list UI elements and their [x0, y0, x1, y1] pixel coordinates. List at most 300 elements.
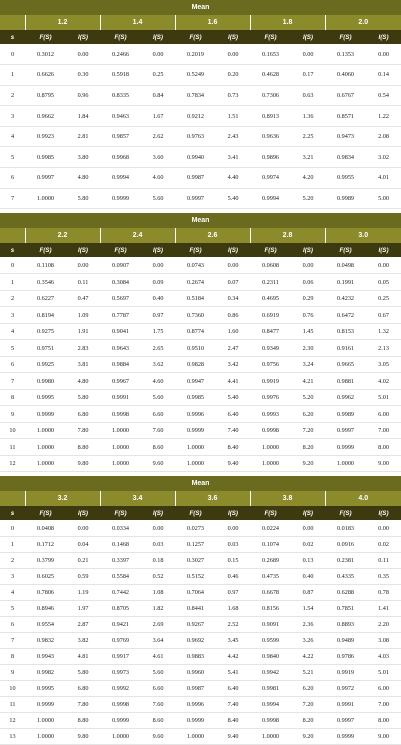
f-value: 0.9643: [100, 340, 141, 357]
s-value: 7: [0, 632, 25, 648]
s-value: 11: [0, 696, 25, 712]
i-value: 9.20: [291, 455, 325, 472]
f-value: 0.8705: [100, 600, 141, 616]
i-value: 7.80: [66, 696, 100, 712]
f-value: 0.8156: [250, 600, 291, 616]
i-value: 7.20: [291, 422, 325, 439]
i-value: 0.34: [216, 290, 250, 307]
f-value: 0.9991: [100, 389, 141, 406]
i-column-header: I(S): [141, 30, 175, 44]
lambda-header: 3.6: [175, 491, 250, 506]
f-value: 0.9968: [100, 147, 141, 168]
f-column-header: F(S): [100, 506, 141, 520]
f-value: 0.9769: [100, 632, 141, 648]
s-value: 0: [0, 257, 25, 274]
f-value: 0.0608: [250, 257, 291, 274]
f-value: 0.9974: [250, 168, 291, 189]
f-value: 0.9996: [175, 696, 216, 712]
s-value: 2: [0, 85, 25, 106]
i-value: 9.20: [291, 728, 325, 744]
f-column-header: F(S): [100, 30, 141, 44]
i-value: 8.00: [366, 439, 401, 456]
f-value: 0.0334: [100, 520, 141, 536]
f-value: 0.9999: [25, 696, 66, 712]
i-value: 5.80: [66, 188, 100, 209]
i-value: 1.97: [66, 600, 100, 616]
i-value: 0.46: [216, 568, 250, 584]
i-value: 0.30: [66, 65, 100, 86]
i-value: 0.05: [366, 274, 401, 291]
f-value: 0.6472: [325, 307, 366, 324]
i-value: 2.30: [291, 340, 325, 357]
f-value: 0.9995: [25, 680, 66, 696]
f-value: 0.9991: [325, 696, 366, 712]
f-value: 0.8477: [250, 323, 291, 340]
s-value: 0: [0, 44, 25, 65]
f-value: 0.9998: [250, 422, 291, 439]
f-value: 0.9980: [25, 373, 66, 390]
f-value: 0.9919: [250, 373, 291, 390]
f-column-header: F(S): [175, 243, 216, 257]
table-block-1: [0, 0, 401, 209]
i-value: 9.00: [366, 728, 401, 744]
table-row: [0, 340, 401, 357]
f-value: 0.4060: [325, 65, 366, 86]
i-value: 9.40: [216, 728, 250, 744]
i-value: 3.42: [216, 356, 250, 373]
f-value: 0.5184: [175, 290, 216, 307]
f-value: 0.9999: [25, 406, 66, 423]
f-value: 0.4695: [250, 290, 291, 307]
f-value: 0.8441: [175, 600, 216, 616]
f-value: 0.9349: [250, 340, 291, 357]
f-value: 1.0000: [25, 455, 66, 472]
i-value: 0.97: [216, 584, 250, 600]
i-value: 2.62: [141, 126, 175, 147]
i-column-header: I(S): [291, 506, 325, 520]
i-value: 1.36: [291, 106, 325, 127]
i-value: 5.60: [141, 188, 175, 209]
i-value: 0.06: [291, 274, 325, 291]
i-value: 2.25: [291, 126, 325, 147]
f-value: 0.9828: [175, 356, 216, 373]
i-value: 6.40: [216, 680, 250, 696]
s-value: 1: [0, 274, 25, 291]
f-value: 0.9999: [175, 712, 216, 728]
i-value: 5.20: [291, 389, 325, 406]
f-value: 1.0000: [250, 728, 291, 744]
f-value: 0.9883: [175, 648, 216, 664]
i-value: 9.40: [216, 455, 250, 472]
f-column-header: F(S): [250, 243, 291, 257]
i-value: 5.41: [216, 664, 250, 680]
f-value: 0.9161: [325, 340, 366, 357]
i-value: 3.02: [366, 147, 401, 168]
f-value: 0.9999: [175, 422, 216, 439]
i-column-header: I(S): [291, 30, 325, 44]
table-row: [0, 406, 401, 423]
f-value: 0.2019: [175, 44, 216, 65]
i-value: 0.00: [141, 520, 175, 536]
i-value: 0.14: [366, 65, 401, 86]
s-value: 6: [0, 168, 25, 189]
f-value: 0.6227: [25, 290, 66, 307]
i-value: 4.80: [66, 168, 100, 189]
f-value: 0.2381: [325, 552, 366, 568]
f-value: 0.6767: [325, 85, 366, 106]
i-value: 4.03: [366, 648, 401, 664]
f-value: 0.9998: [100, 406, 141, 423]
i-value: 8.20: [291, 439, 325, 456]
i-value: 1.68: [216, 600, 250, 616]
s-value: 7: [0, 373, 25, 390]
i-value: 0.29: [291, 290, 325, 307]
i-value: 0.00: [291, 257, 325, 274]
f-value: 0.8335: [100, 85, 141, 106]
i-value: 3.26: [291, 632, 325, 648]
i-value: 3.81: [66, 356, 100, 373]
i-value: 0.47: [66, 290, 100, 307]
table-row: [0, 520, 401, 536]
i-value: 6.20: [291, 406, 325, 423]
f-value: 0.3546: [25, 274, 66, 291]
f-value: 0.8153: [325, 323, 366, 340]
f-column-header: F(S): [250, 506, 291, 520]
s-value: 10: [0, 422, 25, 439]
f-value: 0.6626: [25, 65, 66, 86]
f-value: 0.8893: [325, 616, 366, 632]
i-value: 0.00: [366, 520, 401, 536]
lambda-header: 2.8: [250, 228, 325, 243]
i-value: 1.67: [141, 106, 175, 127]
f-value: 0.9091: [250, 616, 291, 632]
table-row: [0, 728, 401, 744]
i-value: 0.00: [141, 257, 175, 274]
lambda-header: 3.8: [250, 491, 325, 506]
i-value: 2.13: [366, 340, 401, 357]
f-value: 1.0000: [250, 439, 291, 456]
s-value: 10: [0, 680, 25, 696]
s-value: 8: [0, 389, 25, 406]
f-value: 0.9947: [175, 373, 216, 390]
i-value: 5.60: [141, 389, 175, 406]
i-value: 1.41: [366, 600, 401, 616]
i-value: 0.76: [291, 307, 325, 324]
i-value: 8.60: [141, 439, 175, 456]
i-value: 2.81: [66, 126, 100, 147]
f-value: 0.7442: [100, 584, 141, 600]
i-value: 1.19: [66, 584, 100, 600]
f-value: 0.9041: [100, 323, 141, 340]
f-value: 0.1712: [25, 536, 66, 552]
f-column-header: F(S): [100, 243, 141, 257]
f-value: 0.9942: [250, 664, 291, 680]
f-value: 1.0000: [25, 712, 66, 728]
f-value: 0.8194: [25, 307, 66, 324]
f-value: 0.9881: [325, 373, 366, 390]
i-value: 0.73: [216, 85, 250, 106]
i-value: 6.80: [66, 406, 100, 423]
i-value: 7.00: [366, 422, 401, 439]
f-value: 0.6288: [325, 584, 366, 600]
i-value: 4.21: [291, 373, 325, 390]
f-value: 0.9994: [100, 168, 141, 189]
table-row: [0, 257, 401, 274]
table-row: [0, 422, 401, 439]
i-value: 0.02: [366, 536, 401, 552]
s-value: 7: [0, 188, 25, 209]
f-value: 0.3012: [25, 44, 66, 65]
f-value: 1.0000: [175, 728, 216, 744]
i-value: 4.80: [66, 373, 100, 390]
f-value: 0.9997: [25, 168, 66, 189]
i-value: 1.45: [291, 323, 325, 340]
i-value: 8.60: [141, 712, 175, 728]
i-value: 0.11: [66, 274, 100, 291]
i-value: 8.80: [66, 712, 100, 728]
i-value: 0.20: [216, 65, 250, 86]
f-value: 0.7834: [175, 85, 216, 106]
f-value: 0.1991: [325, 274, 366, 291]
mean-header: Mean: [0, 0, 401, 15]
f-value: 0.9275: [25, 323, 66, 340]
f-value: 0.8571: [325, 106, 366, 127]
i-value: 7.60: [141, 422, 175, 439]
i-value: 3.45: [216, 632, 250, 648]
f-value: 0.9756: [250, 356, 291, 373]
i-column-header: I(S): [216, 506, 250, 520]
s-value: 2: [0, 290, 25, 307]
f-value: 0.7360: [175, 307, 216, 324]
f-value: 0.9987: [175, 680, 216, 696]
i-value: 3.62: [141, 356, 175, 373]
i-value: 4.01: [366, 168, 401, 189]
i-value: 5.00: [366, 188, 401, 209]
f-value: 0.9510: [175, 340, 216, 357]
i-value: 0.11: [366, 552, 401, 568]
i-value: 0.00: [66, 257, 100, 274]
f-value: 0.7064: [175, 584, 216, 600]
i-value: 0.96: [66, 85, 100, 106]
f-value: 1.0000: [25, 728, 66, 744]
table-row: [0, 600, 401, 616]
s-value: 9: [0, 664, 25, 680]
f-value: 0.9985: [25, 147, 66, 168]
table-row: [0, 455, 401, 472]
i-value: 5.20: [291, 188, 325, 209]
f-column-header: F(S): [25, 506, 66, 520]
s-value: 6: [0, 616, 25, 632]
i-value: 0.17: [291, 65, 325, 86]
mean-header: Mean: [0, 213, 401, 228]
f-value: 0.1653: [250, 44, 291, 65]
f-value: 0.9896: [250, 147, 291, 168]
i-value: 7.60: [141, 696, 175, 712]
f-value: 0.8946: [25, 600, 66, 616]
f-value: 0.9972: [325, 680, 366, 696]
i-value: 5.40: [216, 188, 250, 209]
i-value: 0.00: [216, 520, 250, 536]
table-row: [0, 389, 401, 406]
f-value: 0.4335: [325, 568, 366, 584]
i-value: 6.20: [291, 680, 325, 696]
f-value: 0.9832: [25, 632, 66, 648]
mean-header: Mean: [0, 476, 401, 491]
f-value: 0.9996: [175, 406, 216, 423]
i-value: 2.20: [366, 616, 401, 632]
f-value: 0.9976: [250, 389, 291, 406]
s-value: 4: [0, 323, 25, 340]
f-value: 1.0000: [100, 728, 141, 744]
f-value: 0.9943: [25, 648, 66, 664]
f-value: 0.0498: [325, 257, 366, 274]
f-value: 0.9998: [100, 696, 141, 712]
f-value: 0.9940: [175, 147, 216, 168]
i-column-header: I(S): [366, 506, 401, 520]
i-value: 4.40: [216, 168, 250, 189]
i-column-header: I(S): [66, 30, 100, 44]
s-value: 12: [0, 712, 25, 728]
f-value: 1.0000: [325, 455, 366, 472]
f-value: 0.9997: [325, 712, 366, 728]
table-row: [0, 584, 401, 600]
f-value: 0.9834: [325, 147, 366, 168]
f-value: 0.9463: [100, 106, 141, 127]
i-value: 0.03: [216, 536, 250, 552]
i-value: 6.60: [141, 680, 175, 696]
i-value: 0.00: [366, 257, 401, 274]
f-value: 0.1257: [175, 536, 216, 552]
i-value: 0.00: [66, 520, 100, 536]
f-value: 0.5918: [100, 65, 141, 86]
i-column-header: I(S): [141, 243, 175, 257]
lambda-header: 1.8: [250, 15, 325, 30]
f-value: 0.9999: [100, 188, 141, 209]
f-value: 0.1468: [100, 536, 141, 552]
i-value: 2.43: [216, 126, 250, 147]
table-row: [0, 648, 401, 664]
s-value: 4: [0, 126, 25, 147]
lambda-corner: [0, 15, 25, 30]
f-value: 0.9665: [325, 356, 366, 373]
f-value: 0.9421: [100, 616, 141, 632]
f-column-header: F(S): [175, 30, 216, 44]
lambda-header: 3.2: [25, 491, 100, 506]
f-value: 0.9917: [100, 648, 141, 664]
i-value: 0.25: [366, 290, 401, 307]
f-column-header: F(S): [25, 243, 66, 257]
lambda-header: 1.2: [25, 15, 100, 30]
f-value: 0.9554: [25, 616, 66, 632]
f-value: 1.0000: [25, 188, 66, 209]
i-value: 0.84: [141, 85, 175, 106]
i-value: 2.65: [141, 340, 175, 357]
s-value: 5: [0, 340, 25, 357]
f-value: 0.9994: [250, 188, 291, 209]
table-block-3: [0, 476, 401, 745]
i-value: 0.02: [291, 536, 325, 552]
s-column-header: s: [0, 30, 25, 44]
f-value: 0.0916: [325, 536, 366, 552]
lambda-header: 1.4: [100, 15, 175, 30]
i-column-header: I(S): [66, 243, 100, 257]
f-value: 0.1074: [250, 536, 291, 552]
f-column-header: F(S): [325, 30, 366, 44]
f-value: 0.7306: [250, 85, 291, 106]
i-value: 0.78: [366, 584, 401, 600]
i-value: 1.60: [216, 323, 250, 340]
f-value: 0.3397: [100, 552, 141, 568]
i-value: 3.21: [291, 147, 325, 168]
i-value: 5.80: [66, 389, 100, 406]
f-value: 0.9763: [175, 126, 216, 147]
f-value: 0.9489: [325, 632, 366, 648]
s-value: 1: [0, 65, 25, 86]
i-value: 0.40: [141, 290, 175, 307]
f-value: 0.5249: [175, 65, 216, 86]
s-value: 3: [0, 106, 25, 127]
f-column-header: F(S): [325, 243, 366, 257]
i-value: 8.40: [216, 439, 250, 456]
f-value: 0.4628: [250, 65, 291, 86]
i-value: 3.64: [141, 632, 175, 648]
s-column-header: s: [0, 506, 25, 520]
f-value: 0.9962: [325, 389, 366, 406]
table-row: [0, 356, 401, 373]
f-value: 0.9751: [25, 340, 66, 357]
table-row: [0, 188, 401, 209]
i-value: 5.60: [141, 664, 175, 680]
i-value: 6.80: [66, 680, 100, 696]
lambda-corner: [0, 491, 25, 506]
f-value: 0.2674: [175, 274, 216, 291]
f-value: 0.3027: [175, 552, 216, 568]
f-value: 0.9987: [175, 168, 216, 189]
i-value: 2.69: [141, 616, 175, 632]
f-value: 0.9982: [25, 664, 66, 680]
i-value: 0.00: [216, 44, 250, 65]
f-value: 0.7806: [25, 584, 66, 600]
lambda-corner: [0, 228, 25, 243]
f-value: 0.0743: [175, 257, 216, 274]
i-value: 5.40: [216, 389, 250, 406]
lambda-header: 2.6: [175, 228, 250, 243]
table-row: [0, 307, 401, 324]
i-value: 9.60: [141, 728, 175, 744]
s-value: 3: [0, 568, 25, 584]
f-value: 0.9999: [325, 728, 366, 744]
s-value: 4: [0, 584, 25, 600]
i-column-header: I(S): [66, 506, 100, 520]
i-value: 7.40: [216, 696, 250, 712]
i-value: 4.60: [141, 373, 175, 390]
i-value: 0.00: [291, 44, 325, 65]
i-value: 1.91: [66, 323, 100, 340]
f-value: 0.6919: [250, 307, 291, 324]
f-value: 0.0907: [100, 257, 141, 274]
i-value: 2.83: [66, 340, 100, 357]
i-value: 0.07: [216, 274, 250, 291]
f-column-header: F(S): [25, 30, 66, 44]
f-value: 0.9981: [250, 680, 291, 696]
table-row: [0, 680, 401, 696]
i-value: 1.51: [216, 106, 250, 127]
i-value: 0.35: [366, 568, 401, 584]
f-column-header: F(S): [250, 30, 291, 44]
table-row: [0, 168, 401, 189]
table-row: [0, 106, 401, 127]
i-value: 0.13: [291, 552, 325, 568]
